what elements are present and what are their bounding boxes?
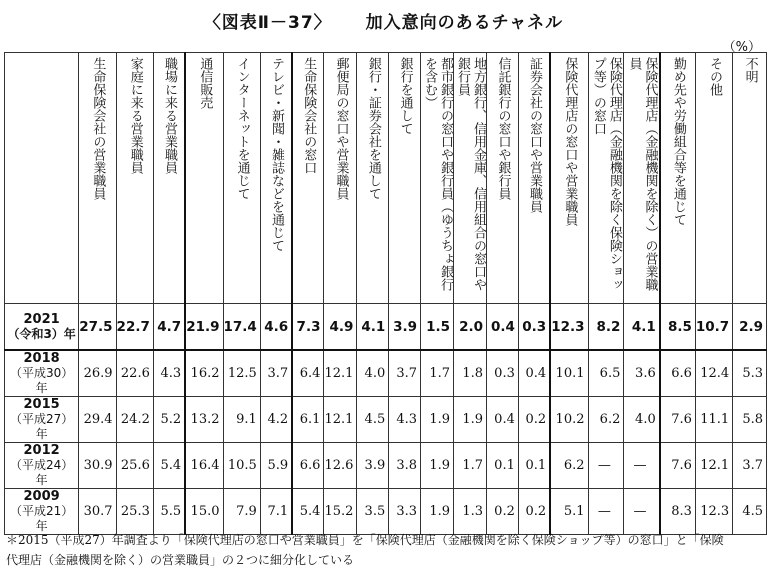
year-label: 2012	[23, 443, 60, 458]
value-cell: 1.9	[421, 397, 454, 443]
value-cell: 3.8	[389, 443, 421, 489]
value-cell: 1.9	[454, 397, 487, 443]
figure-title	[0, 8, 767, 33]
figure-subtitle: 加入意向のあるチャネル	[365, 13, 564, 33]
value-cell: 6.2	[588, 397, 624, 443]
value-cell: 4.3	[389, 397, 421, 443]
value-cell: 3.7	[260, 350, 292, 397]
value-cell: 0.4	[487, 397, 519, 443]
value-cell: 5.8	[733, 397, 767, 443]
value-cell: 4.9	[324, 304, 357, 351]
value-cell: 0.2	[487, 489, 519, 535]
value-cell: 12.3	[695, 489, 732, 535]
value-cell: 1.9	[421, 443, 454, 489]
value-cell: 8.3	[660, 489, 696, 535]
value-cell: 12.1	[695, 443, 732, 489]
value-cell: 10.5	[223, 443, 260, 489]
value-cell: 13.2	[185, 397, 223, 443]
corner-cell	[5, 53, 79, 304]
value-cell: —	[624, 489, 660, 535]
value-cell: 5.5	[153, 489, 185, 535]
col-header: 信託銀行の窓口や銀行員	[495, 57, 511, 200]
value-cell: 6.6	[660, 350, 696, 397]
col-header: 銀行・証券会社を通して	[365, 57, 381, 200]
value-cell: 22.7	[116, 304, 153, 351]
col-header: 証券会社の窓口や営業職員	[527, 57, 543, 213]
value-cell: 4.3	[153, 350, 185, 397]
value-cell: 1.7	[421, 350, 454, 397]
value-cell: 3.3	[389, 489, 421, 535]
year-label: 2021	[23, 311, 60, 327]
value-cell: 0.3	[518, 304, 550, 351]
value-cell: 6.2	[550, 443, 588, 489]
value-cell: 0.3	[487, 350, 519, 397]
footnote-line: 代理店（金融機関を除く）の営業職員」の２つに細分化している	[6, 553, 355, 567]
col-header: 保険代理店（金融機関を除く保険ショップ等）の窓口	[590, 57, 622, 291]
value-cell: —	[588, 443, 624, 489]
value-cell: 6.4	[292, 350, 324, 397]
value-cell: 15.2	[324, 489, 357, 535]
year-cell	[5, 443, 79, 489]
value-cell: 0.2	[518, 397, 550, 443]
value-cell: 1.3	[454, 489, 487, 535]
value-cell: 2.0	[454, 304, 487, 351]
table-row	[5, 443, 767, 489]
value-cell: 7.3	[292, 304, 324, 351]
value-cell: 26.9	[79, 350, 116, 397]
era-label: （平成27）年	[9, 412, 74, 441]
col-header: その他	[707, 57, 723, 96]
value-cell: 12.3	[550, 304, 588, 351]
value-cell: 16.4	[185, 443, 223, 489]
col-header: 通信販売	[197, 57, 213, 109]
value-cell: 16.2	[185, 350, 223, 397]
value-cell: 27.5	[79, 304, 116, 351]
value-cell: 10.1	[550, 350, 588, 397]
value-cell: 12.6	[324, 443, 357, 489]
value-cell: 0.2	[518, 489, 550, 535]
value-cell: 3.7	[733, 443, 767, 489]
value-cell: 10.2	[550, 397, 588, 443]
year-cell	[5, 397, 79, 443]
value-cell: 3.9	[389, 304, 421, 351]
value-cell: 4.2	[260, 397, 292, 443]
value-cell: 3.5	[357, 489, 389, 535]
col-header: 保険代理店（金融機関を除く）の営業職員	[626, 57, 658, 291]
col-header: 地方銀行、信用金庫、信用組合の窓口や銀行員	[455, 57, 487, 291]
footnote	[6, 530, 762, 570]
value-cell: 7.6	[660, 397, 696, 443]
year-label: 2015	[23, 397, 60, 412]
value-cell: 0.4	[487, 304, 519, 351]
value-cell: 25.3	[116, 489, 153, 535]
value-cell: 11.1	[695, 397, 732, 443]
value-cell: 5.3	[733, 350, 767, 397]
era-label: （平成24）年	[9, 458, 74, 487]
value-cell: 3.9	[357, 443, 389, 489]
table-row	[5, 397, 767, 443]
value-cell: 12.1	[324, 397, 357, 443]
col-header: 郵便局の窓口や営業職員	[333, 57, 349, 200]
value-cell: 4.5	[733, 489, 767, 535]
table-row	[5, 489, 767, 535]
col-header: インターネットを通じて	[234, 57, 250, 200]
year-label: 2018	[23, 351, 60, 366]
value-cell: 0.1	[487, 443, 519, 489]
value-cell: 4.1	[624, 304, 660, 351]
footnote-line: ＊2015（平成27）年調査より「保険代理店の窓口や営業職員」を「保険代理店（金融機関を除く保険ショップ等）の窓口」と「保険	[6, 533, 724, 547]
era-label: （平成30）年	[9, 366, 74, 395]
value-cell: 8.2	[588, 304, 624, 351]
table-row	[5, 350, 767, 397]
value-cell: 6.6	[292, 443, 324, 489]
value-cell: 29.4	[79, 397, 116, 443]
year-cell	[5, 304, 79, 351]
value-cell: 4.0	[357, 350, 389, 397]
year-cell	[5, 350, 79, 397]
figure-number: 〈図表Ⅱ－37〉	[203, 13, 332, 33]
value-cell: 5.1	[550, 489, 588, 535]
value-cell: 24.2	[116, 397, 153, 443]
col-header: 職場に来る営業職員	[162, 57, 178, 174]
value-cell: 3.7	[389, 350, 421, 397]
value-cell: 7.9	[223, 489, 260, 535]
value-cell: 5.4	[153, 443, 185, 489]
col-header: 都市銀行の窓口や銀行員（ゆうちょ銀行を含む）	[422, 57, 454, 291]
col-header: 生命保険会社の窓口	[301, 57, 317, 174]
value-cell: 5.9	[260, 443, 292, 489]
value-cell: 3.6	[624, 350, 660, 397]
col-header: 銀行を通して	[397, 57, 413, 135]
value-cell: 15.0	[185, 489, 223, 535]
year-label: 2009	[23, 489, 60, 504]
table-row	[5, 304, 767, 351]
col-header: 生命保険会社の営業職員	[90, 57, 106, 200]
value-cell: 10.7	[695, 304, 732, 351]
value-cell: 17.4	[223, 304, 260, 351]
value-cell: 5.4	[292, 489, 324, 535]
value-cell: 0.4	[518, 350, 550, 397]
value-cell: 4.6	[260, 304, 292, 351]
value-cell: 4.1	[357, 304, 389, 351]
col-header: 保険代理店の窓口や営業職員	[562, 57, 578, 226]
value-cell: 1.5	[421, 304, 454, 351]
value-cell: 12.1	[324, 350, 357, 397]
value-cell: 0.1	[518, 443, 550, 489]
value-cell: 30.9	[79, 443, 116, 489]
value-cell: 1.9	[421, 489, 454, 535]
col-header: 不明	[742, 57, 758, 83]
header-row	[5, 53, 767, 304]
col-header: テレビ・新聞・雑誌などを通じて	[268, 57, 284, 252]
value-cell: 1.8	[454, 350, 487, 397]
value-cell: 4.5	[357, 397, 389, 443]
value-cell: 1.7	[454, 443, 487, 489]
value-cell: —	[588, 489, 624, 535]
unit-label: （%）	[722, 40, 761, 55]
value-cell: 30.7	[79, 489, 116, 535]
era-label: （平成21）年	[9, 504, 74, 533]
value-cell: 21.9	[185, 304, 223, 351]
value-cell: 12.5	[223, 350, 260, 397]
value-cell: 7.6	[660, 443, 696, 489]
value-cell: 9.1	[223, 397, 260, 443]
value-cell: 7.1	[260, 489, 292, 535]
year-cell	[5, 489, 79, 535]
value-cell: 2.9	[733, 304, 767, 351]
col-header: 家庭に来る営業職員	[127, 57, 143, 174]
era-label: （令和3）年	[7, 326, 76, 341]
channel-table	[4, 52, 767, 535]
value-cell: 25.6	[116, 443, 153, 489]
value-cell: 4.7	[153, 304, 185, 351]
value-cell: 6.1	[292, 397, 324, 443]
value-cell: 6.5	[588, 350, 624, 397]
value-cell: —	[624, 443, 660, 489]
value-cell: 4.0	[624, 397, 660, 443]
value-cell: 5.2	[153, 397, 185, 443]
value-cell: 8.5	[660, 304, 696, 351]
value-cell: 12.4	[695, 350, 732, 397]
col-header: 勤め先や労働組合等を通じて	[670, 57, 686, 226]
value-cell: 22.6	[116, 350, 153, 397]
